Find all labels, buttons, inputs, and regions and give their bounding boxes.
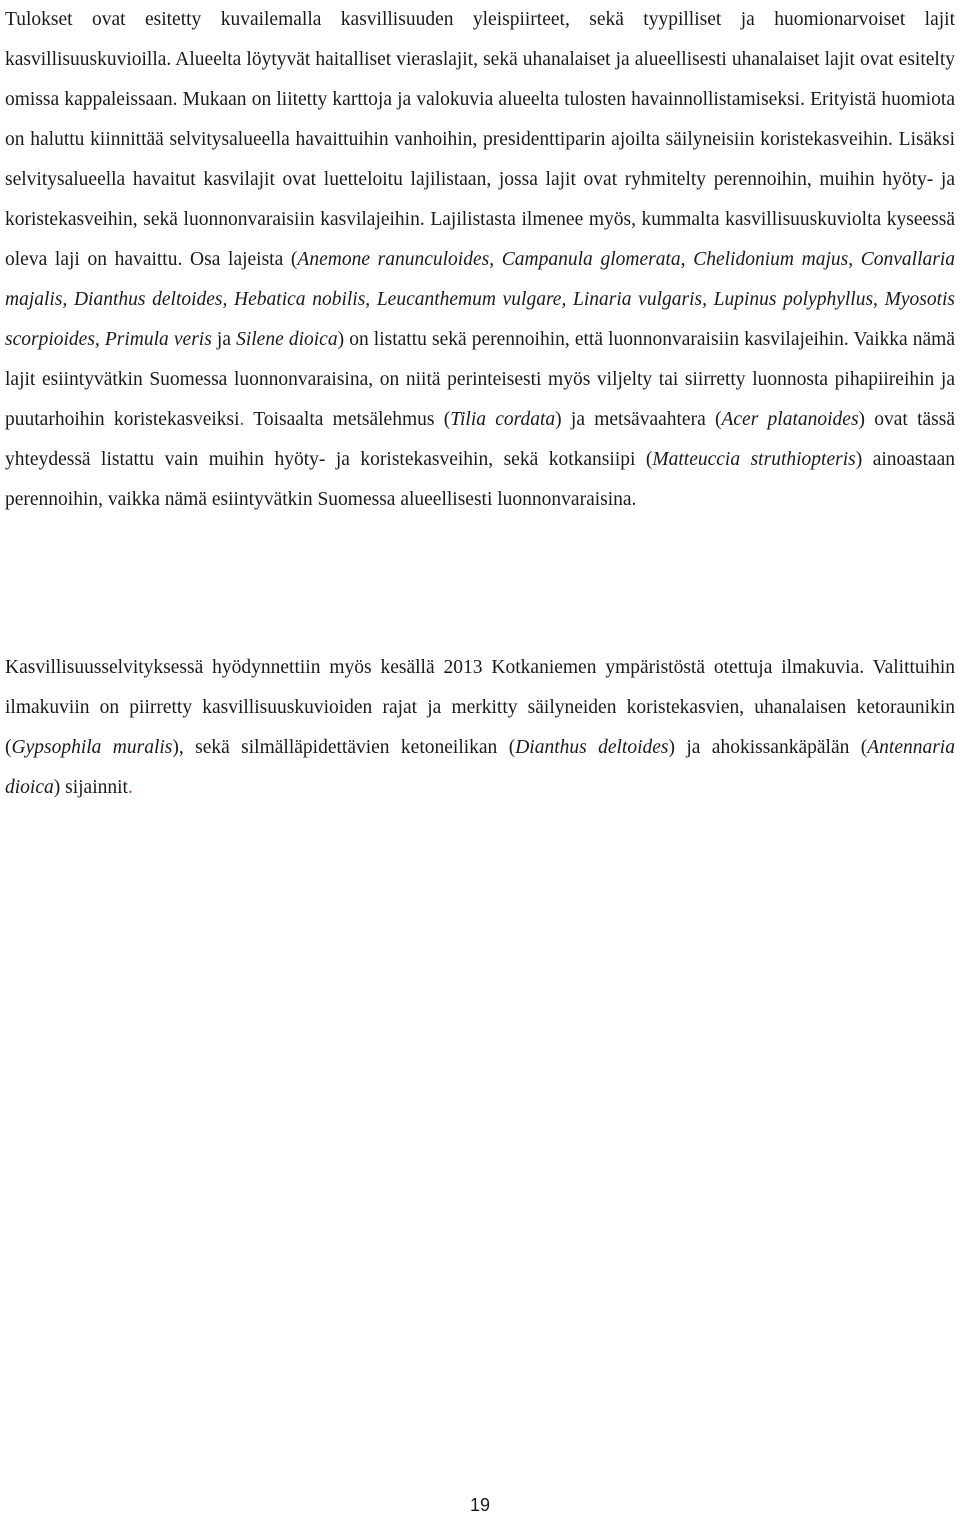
text-segment: ) ja metsävaahtera (	[555, 409, 722, 430]
text-segment: ) ainoastaan perennoihin, vaikka nämä esiintyvätkin Suomessa alueellisesti luonnonvaraisina.	[5, 449, 955, 510]
page-number: 19	[469, 1495, 491, 1515]
text-segment: ), sekä silmälläpidettävien ketoneilikan (	[172, 737, 516, 758]
species-name: Matteuccia struthiopteris	[652, 449, 856, 470]
text-segment: Tulokset ovat esitetty kuvailemalla kasvillisuuden yleispiirteet, sekä tyypilliset ja huomionarvoiset lajit kasvillisuuskuvioilla. Alueelta löytyvät haitalliset vieraslajit, sekä uhanalaiset ja alueellisesti uhanalaiset lajit ovat esitelty omissa kappaleissaan. Mukaan on liitetty karttoja ja valokuvia alueelta tulosten havainnollistamiseksi. Erityistä huomiota on haluttu kiinnittää selvitysalueella havaittuihin vanhoihin, presidenttiparin ajoilta säilyneisiin koristekasveihin. Lisäksi selvitysalueella havaitut kasvilajit ovat luetteloitu lajilistaan, jossa lajit ovat ryhmitelty perennoihin, muihin hyöty- ja koristekasveihin, sekä luonnonvaraisiin kasvilajeihin. Lajilistasta ilmenee myös, kummalta kasvillisuuskuviolta kyseessä oleva laji on havaittu. Osa lajeista (	[5, 9, 955, 270]
species-name: Acer platanoides	[721, 409, 859, 430]
text-segment: ja	[211, 329, 237, 350]
species-name: Antennaria dioica	[5, 737, 955, 798]
text-segment: ,	[680, 249, 694, 270]
species-name: Dianthus deltoides	[515, 737, 669, 758]
red-period: .	[127, 777, 133, 798]
species-name: Anemone ranunculoides	[297, 249, 490, 270]
text-segment: ) on listattu sekä perennoihin, että luonnonvaraisiin kasvilajeihin. Vaikka nämä lajit esiintyvätkin Suomessa luonnonvaraisina, on niitä perinteisesti myös viljelty tai siirretty luonnosta pihapiireihin ja puutarhoihin koristekasveiksi	[5, 329, 955, 430]
text-segment: ) ja ahokissankäpälän (	[668, 737, 868, 758]
species-name: Gypsophila muralis	[11, 737, 173, 758]
text-segment: Toisaalta metsälehmus (	[244, 409, 451, 430]
species-name-list: Chelidonium majus, Convallaria majalis, Dianthus deltoides, Hebatica nobilis, Leucanthemum vulgare, Linaria vulgaris, Lupinus polyphyllus, Myosotis scorpioides, Primula veris	[5, 249, 956, 350]
text-segment: Kasvillisuusselvityksessä hyödynnettiin myös kesällä 2013 Kotkaniemen ympäristöstä otettuja ilmakuvia. Valittuihin ilmakuviin on piirretty kasvillisuuskuvioiden rajat ja merkitty säilyneiden koristekasvien, uhanalaisen ketoraunikin (	[5, 657, 955, 758]
red-period: .	[239, 409, 245, 430]
species-name: Campanula glomerata	[501, 249, 681, 270]
species-name: Tilia cordata	[450, 409, 556, 430]
text-segment: ) sijainnit	[53, 777, 128, 798]
paragraph-results-description	[5, 0, 955, 520]
text-segment: ,	[489, 249, 502, 270]
text-segment: ) ovat tässä yhteydessä listattu vain muihin hyöty- ja koristekasveihin, sekä kotkansiipi (	[5, 409, 956, 470]
paragraph-aerial-images	[5, 648, 955, 808]
species-name: Silene dioica	[236, 329, 338, 350]
